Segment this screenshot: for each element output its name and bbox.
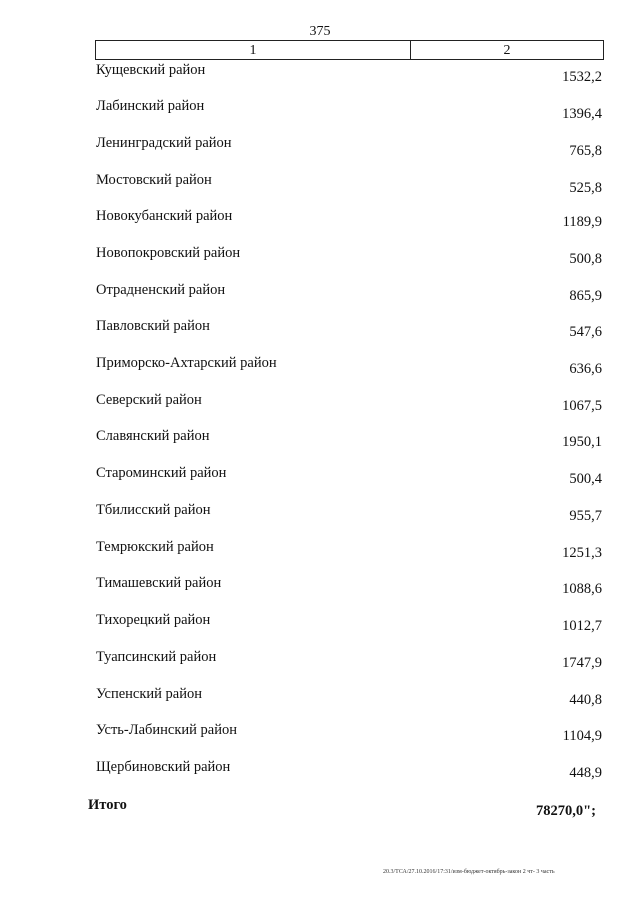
row-value: 1532,2 — [562, 69, 602, 85]
header-col-1: 1 — [96, 41, 411, 59]
row-name: Усть-Лабинский район — [96, 722, 237, 738]
row-name: Туапсинский район — [96, 649, 217, 665]
row-value: 1396,4 — [562, 106, 602, 122]
row-value: 765,8 — [569, 143, 602, 159]
row-value: 525,8 — [569, 180, 602, 196]
row-name: Тимашевский район — [96, 575, 222, 591]
row-name: Приморско-Ахтарский район — [96, 355, 277, 371]
total-value: 78270,0"; — [535, 803, 596, 819]
row-value: 636,6 — [569, 361, 602, 377]
row-value: 1104,9 — [562, 728, 602, 744]
row-value: 1012,7 — [562, 618, 602, 634]
row-name: Мостовский район — [96, 172, 212, 188]
row-name: Северский район — [96, 392, 202, 408]
row-name: Павловский район — [96, 318, 210, 334]
row-name: Ленинградский район — [96, 135, 232, 151]
row-value: 500,8 — [569, 251, 602, 267]
row-value: 955,7 — [569, 508, 602, 524]
row-value: 440,8 — [569, 692, 602, 708]
row-value: 1251,3 — [562, 545, 602, 561]
row-name: Тбилисский район — [96, 502, 211, 518]
row-value: 1088,6 — [562, 581, 602, 597]
row-name: Тихорецкий район — [96, 612, 211, 628]
row-name: Отрадненский район — [96, 282, 226, 298]
row-value: 865,9 — [569, 288, 602, 304]
row-value: 448,9 — [569, 765, 602, 781]
row-name: Новопокровский район — [96, 245, 241, 261]
header-col-2: 2 — [503, 43, 511, 58]
row-name: Щербиновский район — [96, 759, 231, 775]
row-value: 547,6 — [569, 324, 602, 340]
total-label: Итого — [88, 797, 127, 813]
table-header — [95, 40, 604, 60]
row-name: Лабинский район — [96, 98, 205, 114]
page-number: 375 — [309, 24, 331, 39]
row-name: Новокубанский район — [96, 208, 233, 224]
row-name: Темрюкский район — [96, 539, 214, 555]
row-value: 1950,1 — [562, 434, 602, 450]
row-name: Староминский район — [96, 465, 227, 481]
row-value: 1189,9 — [562, 214, 602, 230]
row-name: Успенский район — [96, 686, 202, 702]
row-name: Славянский район — [96, 428, 210, 444]
footer-path: 20.3/ТСА/27.10.2016/17:31/изм-бюджет-октябрь-закон 2 чт- 3 часть — [383, 869, 555, 875]
row-value: 1747,9 — [562, 655, 602, 671]
row-name: Кущевский район — [96, 62, 206, 78]
row-value: 1067,5 — [562, 398, 602, 414]
row-value: 500,4 — [569, 471, 602, 487]
